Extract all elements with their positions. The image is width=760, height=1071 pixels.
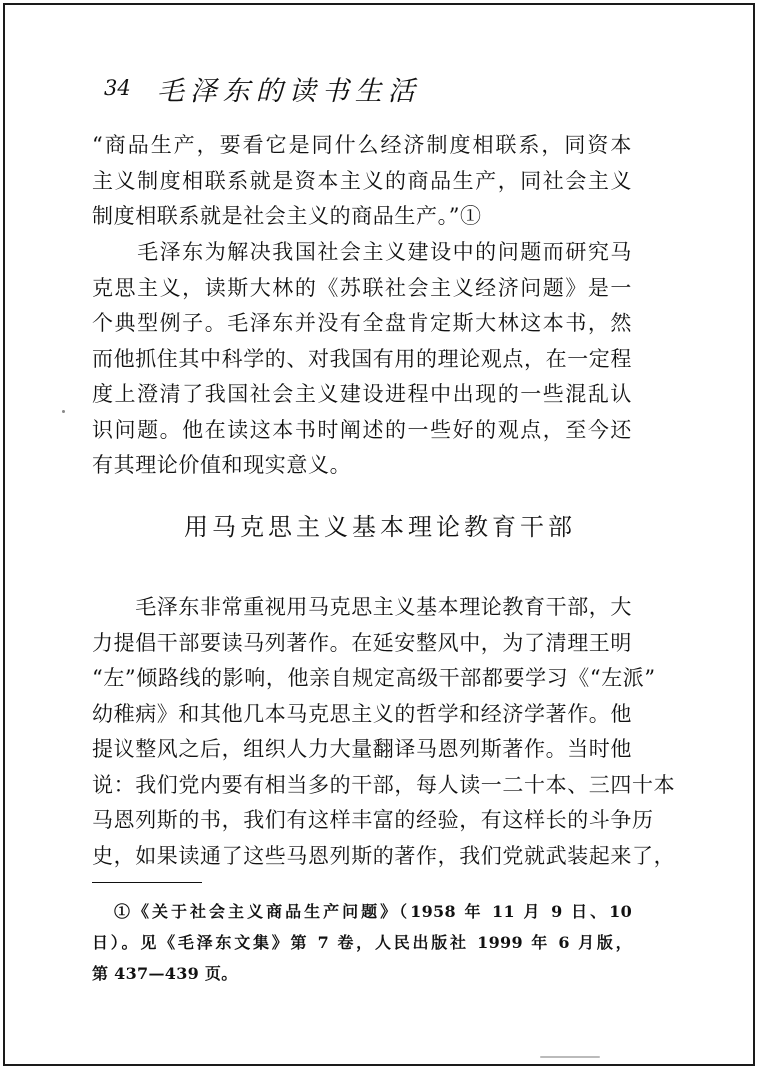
footnote-line: ①《关于社会主义商品生产问题》（1958 年 11 月 9 日、10 xyxy=(114,902,632,921)
text-line: 提议整风之后，组织人力大量翻译马恩列斯著作。当时他 xyxy=(92,737,632,761)
text-line: 毛泽东为解决我国社会主义建设中的问题而研究马 xyxy=(92,240,632,264)
text-line: “左”倾路线的影响，他亲自规定高级干部都要学习《“左派” xyxy=(92,666,656,690)
text-line: 而他抓住其中科学的、对我国有用的理论观点，在一定程 xyxy=(92,346,632,371)
text-line: 说：我们党内要有相当多的干部，每人读一二十本、三四十本 xyxy=(92,772,676,797)
text-line: 主义制度相联系就是资本主义的商品生产，同社会主义 xyxy=(92,168,632,193)
footnote-line: 日）。见《毛泽东文集》第 7 卷，人民出版社 1999 年 6 月版， xyxy=(92,933,632,952)
paragraph-2 xyxy=(92,235,632,484)
text-line: 力提倡干部要读马列著作。在延安整风中，为了清理王明 xyxy=(92,630,632,655)
scan-speck xyxy=(62,410,65,413)
paragraph-3 xyxy=(92,590,676,874)
section-heading: 用马克思主义基本理论教育干部 xyxy=(184,513,576,541)
text-line: 有其理论价值和现实意义。 xyxy=(92,453,352,477)
page-number: 34 xyxy=(104,76,131,100)
text-line: 制度相联系就是社会主义的商品生产。”① xyxy=(92,204,482,228)
running-title: 毛泽东的读书生活 xyxy=(156,75,421,107)
footnote-line: 第 437—439 页。 xyxy=(92,964,238,983)
scan-speck xyxy=(540,1056,600,1058)
text-line: 史，如果读通了这些马恩列斯的著作，我们党就武装起来了， xyxy=(92,843,676,868)
text-line: 幼稚病》和其他几本马克思主义的哲学和经济学著作。他 xyxy=(92,701,632,726)
text-line: 毛泽东非常重视用马克思主义基本理论教育干部，大 xyxy=(92,595,632,619)
text-line: “商品生产，要看它是同什么经济制度相联系，同资本 xyxy=(92,133,632,157)
paragraph-1 xyxy=(92,128,632,235)
text-line: 个典型例子。毛泽东并没有全盘肯定斯大林这本书，然 xyxy=(92,311,632,335)
text-line: 马恩列斯的书，我们有这样丰富的经验，有这样长的斗争历 xyxy=(92,808,654,832)
text-line: 克思主义，读斯大林的《苏联社会主义经济问题》是一 xyxy=(92,275,632,300)
page-header xyxy=(104,66,421,110)
footnote-divider xyxy=(92,882,202,883)
footnote xyxy=(92,896,632,989)
text-line: 度上澄清了我国社会主义建设进程中出现的一些混乱认 xyxy=(92,382,632,406)
text-line: 识问题。他在读这本书时阐述的一些好的观点，至今还 xyxy=(92,417,632,442)
